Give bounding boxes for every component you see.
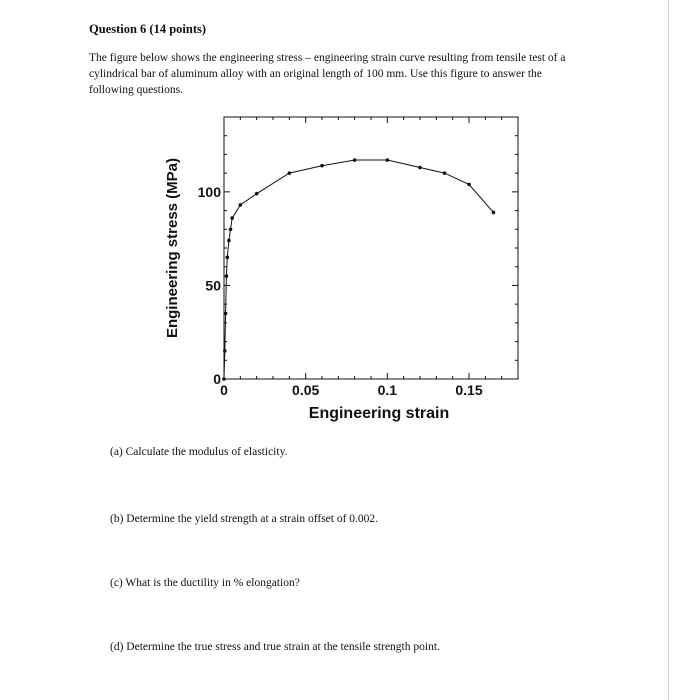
question-part-a: (a) Calculate the modulus of elasticity. [110, 446, 288, 458]
data-point [239, 203, 243, 207]
y-tick-label: 0 [213, 371, 221, 387]
series-line [224, 160, 494, 379]
data-point [225, 274, 229, 278]
data-point [288, 171, 292, 175]
data-points [222, 158, 495, 381]
data-point [255, 192, 259, 196]
data-point [386, 158, 390, 162]
data-point [443, 171, 447, 175]
y-tick-label: 100 [197, 183, 221, 200]
data-point [353, 158, 357, 162]
axis-ticks [224, 117, 518, 379]
question-part-b: (b) Determine the yield strength at a strain offset of 0.002. [110, 513, 379, 525]
x-axis-label: Engineering strain [308, 405, 450, 422]
question-title: Question 6 (14 points) [89, 22, 207, 36]
plot-frame [224, 117, 518, 379]
axis-tick-labels [198, 184, 483, 398]
x-tick-label: 0.05 [292, 382, 320, 398]
data-point [229, 227, 233, 231]
data-point [227, 239, 231, 243]
data-point [492, 211, 496, 215]
question-part-c: (c) What is the ductility in % elongation? [110, 577, 300, 589]
data-point [223, 349, 227, 353]
question-intro: The figure below shows the engineering stress – engineering strain curve resulting from tensile test of a cylindrical bar of aluminum alloy with an original length of 100 mm. Use this figure to answer the following questions. [89, 52, 566, 96]
data-point [225, 256, 229, 260]
y-axis-label: Engineering stress (MPa) [164, 157, 181, 339]
y-tick-label: 50 [205, 277, 221, 294]
data-point [320, 164, 324, 168]
question-part-d: (d) Determine the true stress and true strain at the tensile strength point. [110, 641, 440, 653]
data-point [418, 166, 422, 170]
data-point [222, 377, 226, 381]
x-tick-label: 0 [220, 382, 228, 398]
x-tick-label: 0.15 [455, 382, 483, 398]
data-point [224, 312, 228, 316]
x-tick-label: 0.1 [377, 382, 398, 398]
data-point [230, 216, 234, 220]
data-point [467, 183, 471, 187]
